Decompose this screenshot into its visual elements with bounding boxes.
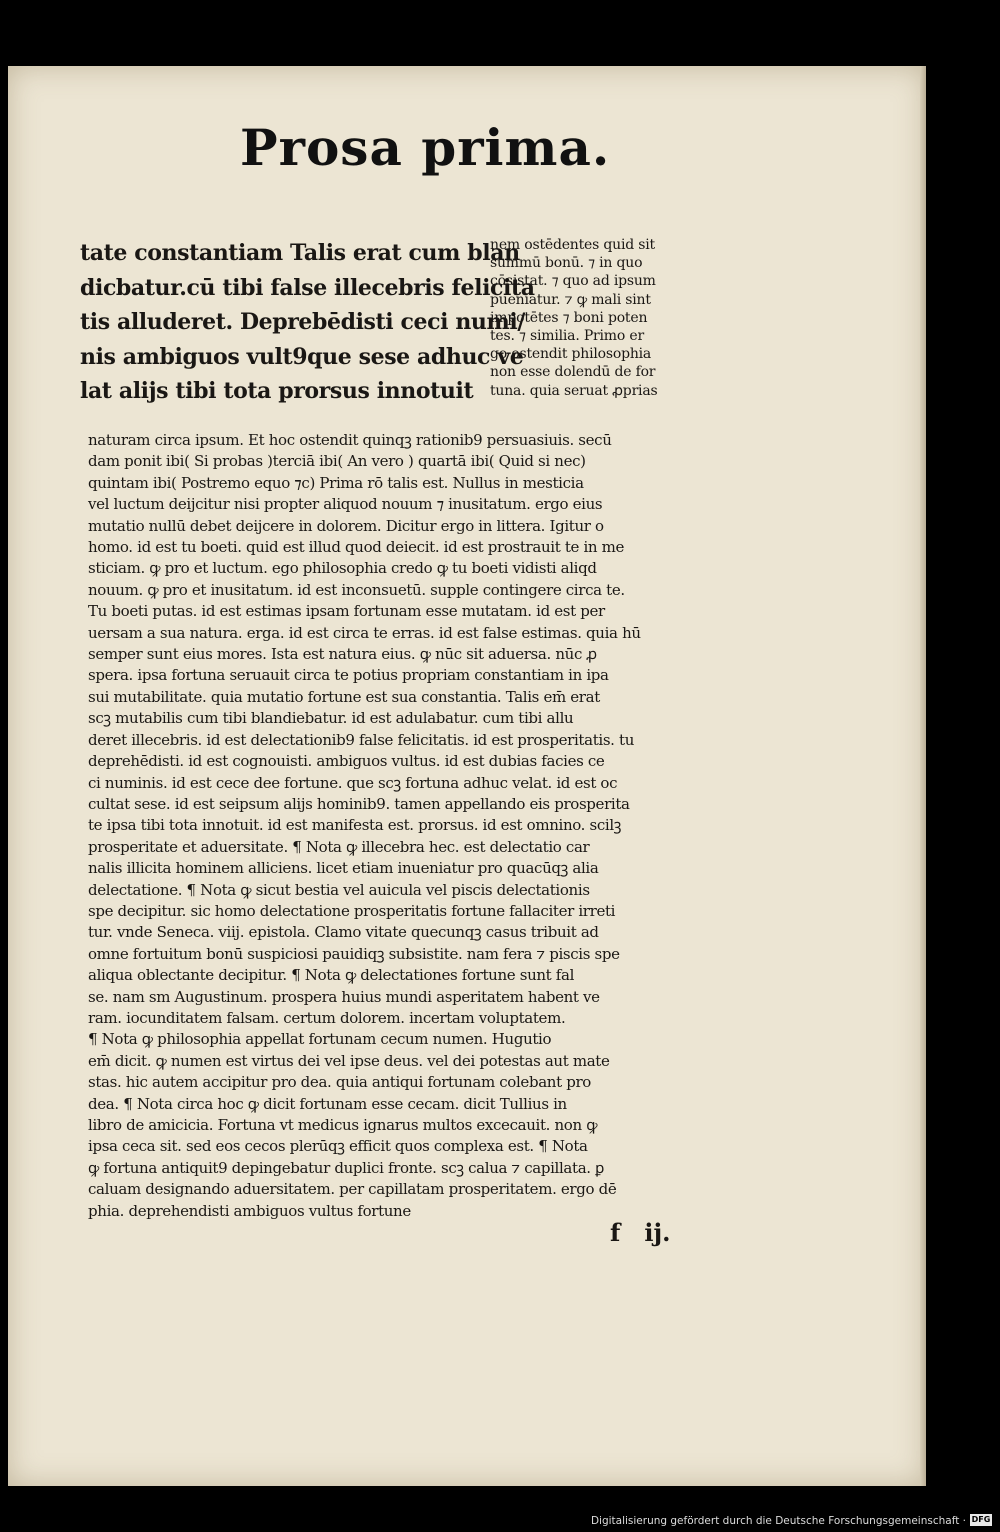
text-line: naturam circa ipsum. Et hoc ostendit quinqꝫ rationib9 persuasiuis. secū <box>88 431 612 449</box>
signature-number: ij. <box>644 1218 671 1247</box>
text-line: vel luctum deijcitur nisi propter aliquod nouum ⁊ inusitatum. ergo eius <box>88 495 603 514</box>
text-line: tis alluderet. Deprebēdisti ceci numi/ <box>80 309 525 335</box>
text-line: spera. ipsa fortuna seruauit circa te potius propriam constantiam in ipa <box>88 666 609 685</box>
text-line: prosperitate et aduersitate. ¶ Nota ꝙ illecebra hec. est delectatio car <box>88 837 590 856</box>
text-line: ipsa ceca sit. sed eos cecos plerūqꝫ efficit quos complexa est. ¶ Nota <box>88 1137 588 1156</box>
text-line: pueniatur. ⁊ ꝙ mali sint <box>490 291 651 308</box>
text-line: scꝫ mutabilis cum tibi blandiebatur. id est adulabatur. cum tibi allu <box>88 709 574 728</box>
text-line: uersam a sua natura. erga. id est circa te erras. id est false estimas. quia hū <box>88 623 641 642</box>
text-line: em̄ dicit. ꝙ numen est virtus dei vel ipse deus. vel dei potestas aut mate <box>88 1051 610 1070</box>
text-line: delectatione. ¶ Nota ꝙ sicut bestia vel auicula vel piscis delectationis <box>88 880 590 899</box>
text-line: tuna. quia seruat ꝓprias <box>490 382 658 399</box>
text-line: ꝙ fortuna antiquit9 depingebatur duplici fronte. scꝫ calua ⁊ capillata. ꝑ <box>88 1158 605 1177</box>
signature-letter: f <box>610 1218 621 1247</box>
text-line: non esse dolendū de for <box>490 364 656 381</box>
text-line: dam ponit ibi( Si probas )terciā ibi( An vero ) quartā ibi( Quid si nec) <box>88 452 586 471</box>
text-line: spe decipitur. sic homo delectatione prosperitatis fortune fallaciter irreti <box>88 901 616 920</box>
text-line: tur. vnde Seneca. viij. epistola. Clamo vitate quecunqꝫ casus tribuit ad <box>88 923 599 942</box>
page-heading: Prosa prima. <box>240 118 611 177</box>
text-line: tes. ⁊ similia. Primo er <box>490 328 644 345</box>
large-type-column <box>80 236 535 409</box>
text-line: dea. ¶ Nota circa hoc ꝙ dicit fortunam esse cecam. dicit Tullius in <box>88 1094 567 1113</box>
text-line: homo. id est tu boeti. quid est illud quod deiecit. id est prostrauit te in me <box>88 538 625 557</box>
text-line: tate constantiam Talis erat cum blan <box>80 240 520 266</box>
text-line: ¶ Nota ꝙ philosophia appellat fortunam cecum numen. Hugutio <box>88 1030 552 1049</box>
dfg-logo: DFG <box>971 1515 991 1524</box>
text-line: cōsistat. ⁊ quo ad ipsum <box>490 273 656 290</box>
text-line: omne fortuitum bonū suspiciosi pauidiqꝫ subsistite. nam fera ⁊ piscis spe <box>88 944 620 963</box>
commentary-side-column <box>490 236 657 400</box>
text-line: sui mutabilitate. quia mutatio fortune est sua constantia. Talis em̄ erat <box>88 687 600 706</box>
text-line: semper sunt eius mores. Ista est natura eius. ꝙ nūc sit aduersa. nūc ꝓ <box>88 645 597 664</box>
text-line: nalis illicita hominem alliciens. licet etiam inueniatur pro quacūqꝫ alia <box>88 859 599 878</box>
text-line: nouum. ꝙ pro et inusitatum. id est inconsuetū. supple contingere circa te. <box>88 580 625 599</box>
text-line: nis ambiguos vult9que sese adhuc ve <box>80 343 524 370</box>
text-line: go ostendit philosophia <box>490 346 652 363</box>
text-line: aliqua oblectante decipitur. ¶ Nota ꝙ delectationes fortune sunt fal <box>88 966 575 985</box>
folio-signature <box>610 1218 694 1247</box>
text-line: ram. iocunditatem falsam. certum dolorem. incertam voluptatem. <box>88 1008 566 1027</box>
text-line: quintam ibi( Postremo equo ⁊c) Prima rō talis est. Nullus in mesticia <box>88 473 584 492</box>
text-line: ci numinis. id est cece dee fortune. que scꝫ fortuna adhuc velat. id est oc <box>88 773 618 792</box>
text-line: deret illecebris. id est delectationib9 false felicitatis. id est prosperitatis. tu <box>88 730 635 749</box>
text-line: libro de amicicia. Fortuna vt medicus ignarus multos excecauit. non ꝙ <box>88 1116 598 1134</box>
text-line: impotētes ⁊ boni poten <box>490 309 648 326</box>
text-line: se. nam sm Augustinum. prospera huius mundi asperitatem habent ve <box>88 987 600 1006</box>
text-line: phia. deprehendisti ambiguos vultus fortune <box>88 1201 411 1220</box>
digitization-credit: Digitalisierung gefördert durch die Deutsche Forschungsgemeinschaft · <box>590 1515 966 1527</box>
text-line: Tu boeti putas. id est estimas ipsam fortunam esse mutatam. id est per <box>88 602 605 621</box>
text-line: mutatio nullū debet deijcere in dolorem. Dicitur ergo in littera. Igitur o <box>88 516 604 535</box>
text-line: dicbatur.cū tibi false illecebris felicita <box>80 274 535 301</box>
text-line: sticiam. ꝙ pro et luctum. ego philosophia credo ꝙ tu boeti vidisti aliqd <box>88 559 597 578</box>
text-line: te ipsa tibi tota innotuit. id est manifesta est. prorsus. id est omnino. scilꝫ <box>88 816 622 835</box>
text-line: stas. hic autem accipitur pro dea. quia antiqui fortunam colebant pro <box>88 1073 591 1092</box>
text-line: cultat sese. id est seipsum alijs hominib9. tamen appellando eis prosperita <box>88 794 630 813</box>
page-edge <box>920 66 926 1486</box>
text-line: caluam designando aduersitatem. per capillatam prosperitatem. ergo dē <box>88 1180 617 1199</box>
text-line: deprehēdisti. id est cognouisti. ambiguos vultus. id est dubias facies ce <box>88 752 605 771</box>
commentary-main-text <box>88 430 641 1222</box>
text-line: lat alijs tibi tota prorsus innotuit <box>80 378 474 404</box>
text-line: nem ostēdentes quid sit <box>490 237 655 253</box>
text-line: summū bonū. ⁊ in quo <box>490 255 643 272</box>
